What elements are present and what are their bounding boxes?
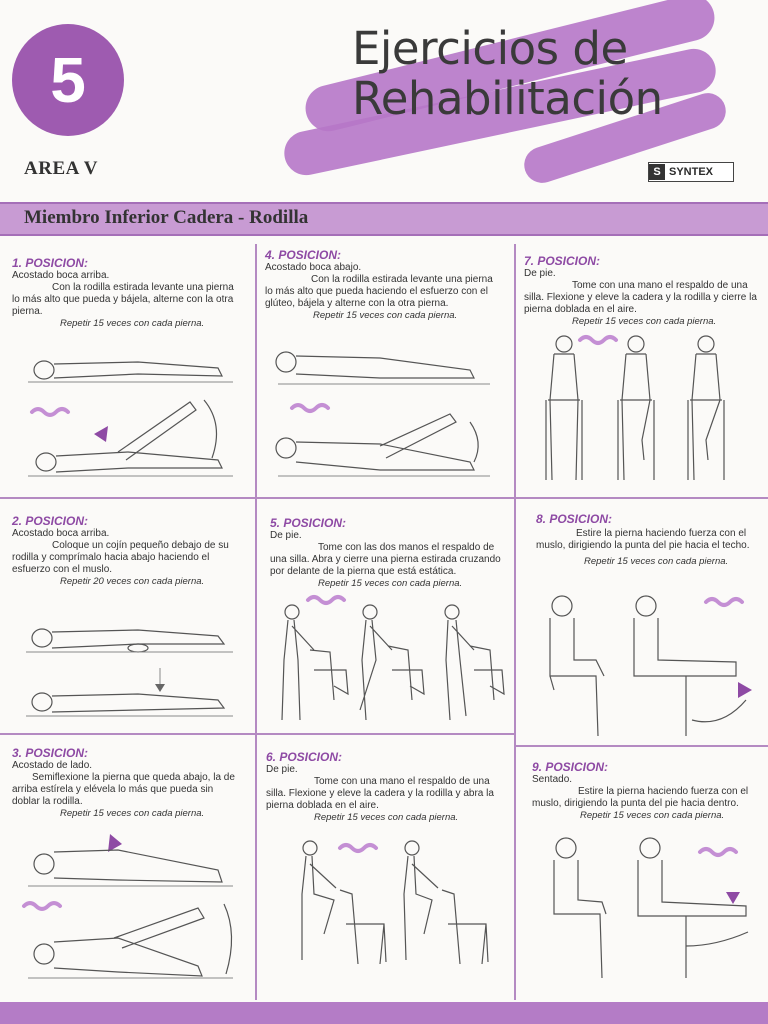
section-repeat: Repetir 15 veces con cada pierna. (313, 310, 458, 321)
section-body: Tome con las dos manos el respaldo de una silla. Abra y cierre una pierna estirada cruzando por delante de la pierna que está estática. (270, 542, 501, 577)
section-body: Semiflexione la pierna que queda abajo, la de arriba estírela y elévela lo más que pueda sin doblar la rodilla. (12, 772, 235, 807)
exercise-section-7 (524, 254, 759, 327)
section-position: Acostado boca arriba. (12, 270, 110, 281)
section-position: De pie. (524, 268, 556, 279)
section-body: Tome con una mano el respaldo de una silla. Flexione y eleve la cadera y la rodilla y abra la pierna doblada en el aire. (266, 776, 494, 811)
exercise-section-9 (532, 760, 758, 821)
exercise-section-8 (536, 512, 758, 567)
section-repeat: Repetir 20 veces con cada pierna. (60, 576, 205, 587)
section-body: Con la rodilla estirada levante una pierna lo más alto que pueda y bájela, alterne con la otra pierna. (12, 282, 234, 317)
section-heading: 9. POSICION: (532, 760, 609, 774)
section-heading: 8. POSICION: (536, 512, 613, 526)
section-repeat: Repetir 15 veces con cada pierna. (584, 556, 729, 567)
exercise-illustration-1 (18, 340, 248, 490)
section-repeat: Repetir 15 veces con cada pierna. (314, 812, 459, 823)
area-label: AREA V (24, 158, 98, 179)
exercise-illustration-4 (270, 336, 505, 486)
exercise-illustration-5 (270, 590, 510, 730)
figure-a (282, 605, 348, 720)
row-divider (0, 497, 255, 499)
bottom-bar (0, 1002, 768, 1024)
exercise-illustration-2 (18, 616, 248, 726)
exercise-section-4 (265, 248, 500, 321)
section-heading: 5. POSICION: (270, 516, 347, 530)
row-divider (257, 497, 514, 499)
section-body: Tome con una mano el respaldo de una silla. Flexione y eleve la cadera y la rodilla y cierre la pierna doblada en el aire. (524, 280, 757, 315)
section-body: Con la rodilla estirada levante una pierna lo más alto que pueda haciendo el esfuerzo con el glúteo, bájela y alterne con la otra pierna. (265, 274, 493, 309)
section-heading: 2. POSICION: (12, 514, 89, 528)
section-position: Acostado de lado. (12, 760, 93, 771)
section-heading: 3. POSICION: (12, 746, 89, 760)
section-position: Sentado. (532, 774, 573, 785)
section-repeat: Repetir 15 veces con cada pierna. (60, 808, 205, 819)
exercise-illustration-3 (18, 826, 248, 996)
exercise-section-5 (270, 516, 506, 589)
row-divider (516, 497, 768, 499)
section-banner (0, 202, 768, 236)
syntex-logo-icon: S (649, 164, 665, 180)
figure-c (445, 605, 504, 720)
exercise-illustration-6 (280, 834, 500, 974)
brand-logo (648, 162, 734, 182)
column-divider (255, 244, 257, 1000)
exercise-illustration-8 (536, 590, 762, 740)
row-divider (0, 733, 255, 735)
figure-a (546, 336, 582, 480)
row-divider (257, 733, 514, 735)
figure-b (618, 336, 654, 480)
title-line-2: Rehabilitación (352, 72, 663, 125)
section-position: Acostado boca arriba. (12, 528, 110, 539)
section-body: Estire la pierna haciendo fuerza con el muslo, dirigiendo la punta del pie hacia dentro. (532, 786, 749, 809)
section-heading: 4. POSICION: (265, 248, 342, 262)
exercise-section-2 (12, 514, 242, 587)
exercise-section-6 (266, 750, 504, 823)
section-body: Estire la pierna haciendo fuerza con el muslo, dirigiendo la punta del pie hacia el techo. (536, 528, 750, 551)
section-heading: 7. POSICION: (524, 254, 601, 268)
brand-name: SYNTEX (669, 166, 714, 178)
section-repeat: Repetir 15 veces con cada pierna. (60, 318, 205, 329)
exercise-illustration-7 (530, 330, 762, 490)
figure-a (302, 841, 386, 964)
figure-b (360, 605, 424, 720)
section-heading: 1. POSICION: (12, 256, 89, 270)
row-divider (516, 745, 768, 747)
section-number-badge (12, 24, 124, 136)
exercise-section-3 (12, 746, 242, 819)
section-position: De pie. (270, 530, 302, 541)
figure-b (634, 596, 736, 736)
exercise-illustration-9 (536, 830, 762, 990)
section-repeat: Repetir 15 veces con cada pierna. (318, 578, 463, 589)
section-position: De pie. (266, 764, 298, 775)
section-position: Acostado boca abajo. (265, 262, 362, 273)
page-title (352, 24, 663, 124)
figure-b (404, 841, 488, 964)
figure-a (550, 596, 604, 736)
section-number: 5 (50, 44, 86, 116)
figure-a (554, 838, 606, 978)
figure-b (638, 838, 746, 978)
section-repeat: Repetir 15 veces con cada pierna. (580, 810, 725, 821)
title-line-1: Ejercicios de (352, 22, 628, 75)
banner-text: Miembro Inferior Cadera - Rodilla (24, 207, 309, 228)
section-repeat: Repetir 15 veces con cada pierna. (572, 316, 717, 327)
section-heading: 6. POSICION: (266, 750, 343, 764)
column-divider (514, 244, 516, 1000)
section-body: Coloque un cojín pequeño debajo de su rodilla y comprímalo hacia abajo haciendo el esfuerzo con el muslo. (12, 540, 229, 575)
exercise-section-1 (12, 256, 242, 329)
figure-c (688, 336, 724, 480)
